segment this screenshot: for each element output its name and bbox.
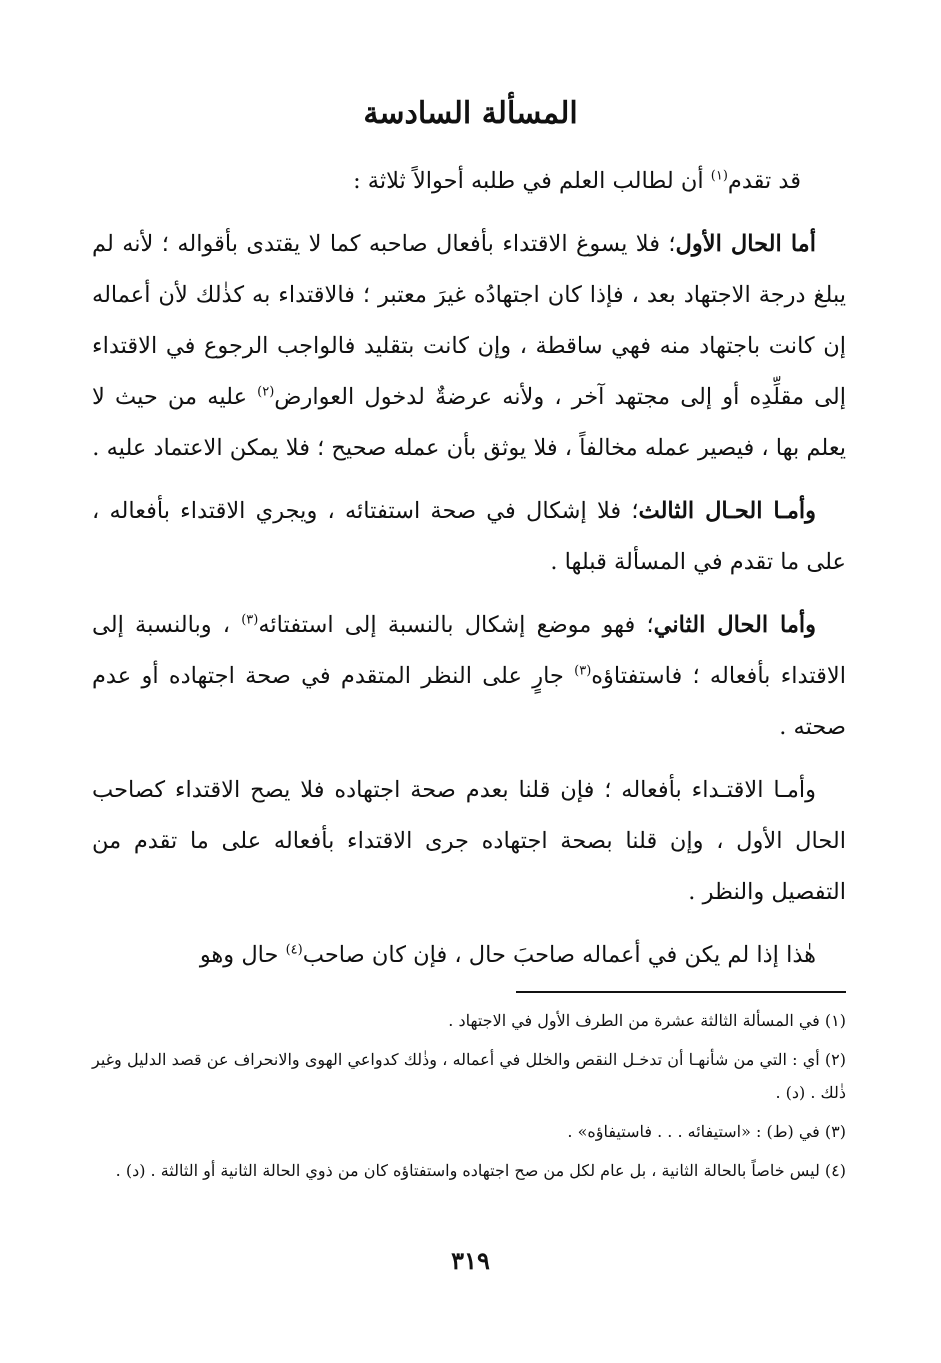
footnotes (92, 1004, 846, 1193)
footnote-marker-2: (٢) (257, 384, 275, 400)
intro-paragraph (92, 156, 846, 207)
paragraph-third-state (92, 486, 846, 588)
footnote-1: (١) في المسألة الثالثة عشرة من الطرف الأول في الاجتهاد . (448, 1011, 846, 1030)
paragraph-last (92, 930, 846, 981)
footnote-marker-1: (١) (710, 168, 728, 184)
last-text-1: هٰذا إذا لم يكن في أعماله صاحبَ حال ، فإن كان صاحب (302, 942, 816, 968)
paragraph-first-state (92, 219, 846, 474)
first-state-text-1: ؛ فلا يسوغ الاقتداء بأفعال صاحبه كما لا يقتدى بأقواله ؛ لأنه لم يبلغ درجة الاجتهاد بعد ، فإذا كان اجتهادُه غيرَ معتبر ؛ فالاقتداء به كذٰلك لأن أعماله إن كانت باجتهاد منه فهي ساقطة ، وإن كانت بتقليد فالواجب الرجوع في الاقتداء إلى مقلِّدِه أو إلى مجتهد آخر ، ولأنه عرضةٌ لدخول العوارض (92, 231, 847, 410)
second-state-text-3: جارٍ على النظر المتقدم في صحة اجتهاده أو عدم صحته . (92, 663, 846, 740)
last-text-2: حال وهو (199, 942, 286, 968)
second-state-heading: وأما الحال الثاني (653, 612, 816, 638)
paragraph-iqtida: وأمـا الاقتـداء بأفعاله ؛ فإن قلنا بعدم صحة اجتهاده فلا يصح الاقتداء كصاحب الحال الأول ، وإن قلنا بصحة اجتهاده جرى الاقتداء بأفعاله على ما تقدم من التفصيل والنظر . (92, 777, 846, 905)
second-state-text-2: ، وبالنسبة إلى الاقتداء بأفعاله ؛ فاستفتاؤه (92, 612, 846, 689)
page-title: المسألة السادسة (363, 96, 578, 131)
second-state-text-1: ؛ فهو موضع إشكال بالنسبة إلى استفتائه (258, 612, 654, 638)
footnote-marker-4: (٤) (285, 942, 303, 958)
page-number: ٣١٩ (451, 1246, 490, 1275)
main-text (92, 156, 846, 993)
third-state-heading: وأمـا الحـال الثالث (638, 498, 816, 524)
intro-text-before: قد تقدم (727, 168, 801, 194)
first-state-heading: أما الحال الأول (675, 231, 816, 257)
third-state-text: ؛ فلا إشكال في صحة استفتائه ، ويجري الاقتداء بأفعاله ، على ما تقدم في المسألة قبلها . (92, 498, 846, 575)
footnote-marker-3a: (٣) (241, 612, 259, 628)
paragraph-second-state (92, 600, 846, 753)
footnote-separator (516, 991, 846, 993)
footnote-2: (٢) أي : التي من شأنهـا أن تدخـل النقص والخلل في أعماله ، وذٰلك كدواعي الهوى والانحراف عن قصد الدليل وغير ذٰلك . (د) . (92, 1050, 846, 1102)
footnote-marker-3b: (٣) (574, 663, 592, 679)
footnote-4: (٤) ليس خاصاً بالحالة الثانية ، بل عام لكل من صح اجتهاده واستفتاؤه كان من ذوي الحالة الثانية أو الثالثة . (د) . (115, 1161, 846, 1180)
intro-text-after: أن لطالب العلم في طلبه أحوالاً ثلاثة : (353, 168, 711, 194)
footnote-3: (٣) في (ط) : «استيفائه . . . فاستيفاؤه» . (567, 1122, 846, 1141)
first-state-text-2: عليه من حيث لا يعلم بها ، فيصير عمله مخالفاً ، فلا يوثق بأن عمله صحيح ؛ فلا يمكن الاعتماد عليه . (92, 384, 846, 461)
